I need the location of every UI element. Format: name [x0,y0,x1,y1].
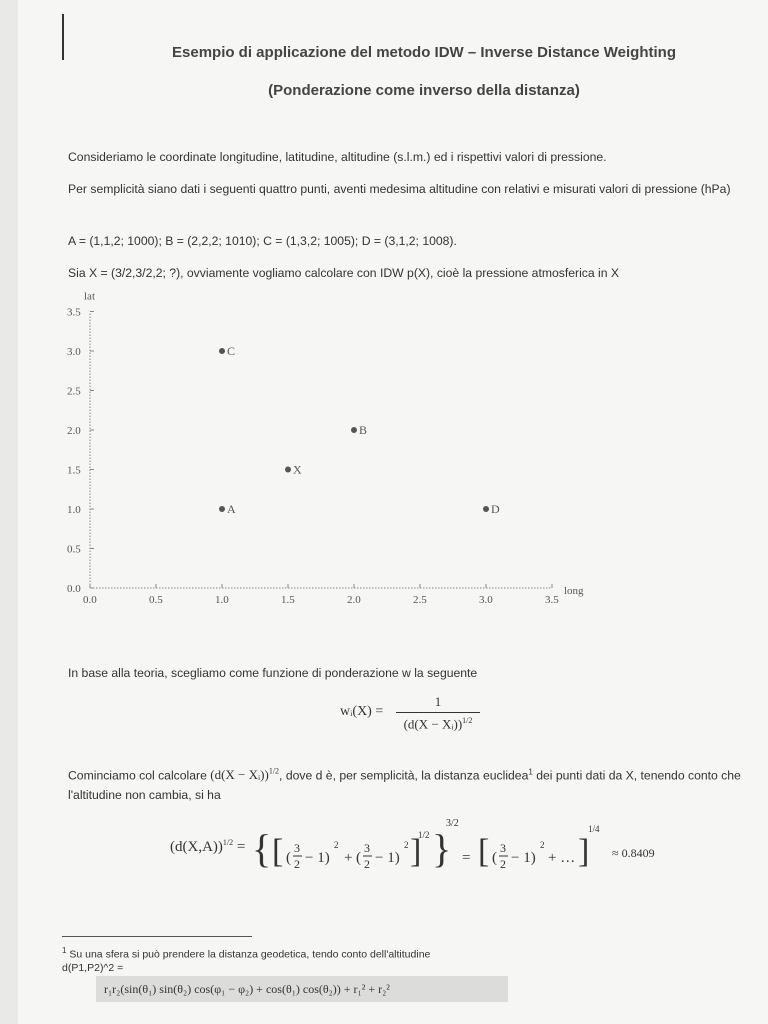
svg-text:[: [ [478,833,490,870]
weight-formula-exponent: 1/2 [462,716,473,725]
data-point-label-x: X [293,462,302,477]
x-tick-label: 0.5 [149,594,163,606]
y-tick-label: 1.5 [67,464,81,477]
svg-text:2: 2 [500,857,506,871]
intro-paragraph-3: Sia X = (3/2,3/2,2; ?), ovviamente vogliamo calcolare con IDW p(X), cioè la pressione atmosferica in X [68,266,620,280]
chart-plot-area [67,291,584,607]
points-definition: A = (1,1,2; 1000); B = (2,2,2; 1010); C = (1,3,2; 1005); D = (3,1,2; 1008). [68,234,457,248]
data-point-x [285,467,291,473]
svg-text:[: [ [272,833,284,870]
footnote-divider [62,936,252,937]
document-subtitle: (Ponderazione come inverso della distanza) [268,82,580,99]
x-tick-label: 2.5 [413,594,427,606]
x-tick-label: 0.0 [83,594,97,606]
inline-formula-text: (d(X − Xᵢ)) [210,767,269,783]
inline-formula [210,767,279,782]
svg-text:2: 2 [540,840,545,850]
svg-text:{: { [252,826,272,871]
data-point-d [483,506,489,512]
footnote-formula-lhs: d(P1,P2)^2 = [62,962,124,974]
svg-text:3: 3 [500,841,506,855]
svg-text:1/2: 1/2 [418,830,430,840]
svg-text:(: ( [286,850,291,866]
footnote-text [62,946,430,961]
document-title: Esempio di applicazione del metodo IDW – Inverse Distance Weighting [172,44,676,61]
y-tick-label: 1.0 [67,504,81,516]
y-tick-label: 3.5 [67,306,81,319]
y-axis-label: lat [84,290,95,303]
weight-formula-lhs [340,704,383,720]
svg-text:2: 2 [364,857,370,871]
svg-text:2: 2 [404,840,409,850]
distance-formula-lhs-text: (d(X,A)) [170,839,223,855]
distance-paragraph-middle: , dove d è, per semplicità, la distanza euclidea [279,768,529,783]
svg-text:}: } [432,826,452,871]
svg-text:+ …: + … [548,850,576,866]
weight-formula-fraction [396,694,480,732]
svg-text:+: + [344,850,353,866]
svg-text:− 1): − 1) [375,850,400,866]
data-point-label-d: D [491,502,500,516]
intro-paragraph-2: Per semplicità siano dati i seguenti quattro punti, aventi medesima altitudine con relativi e misurati valori di pressione (hPa) [68,182,731,196]
weight-formula-numerator: 1 [396,694,480,713]
data-point-b [351,427,357,433]
x-axis-label: long [564,585,584,597]
svg-text:3: 3 [294,841,300,855]
footnote-reference: 1 [528,767,533,777]
svg-text:=: = [462,850,471,866]
svg-text:(: ( [492,850,497,866]
distance-formula-lhs: $(d(X,A))^{1/2}$ = [170,838,246,855]
x-tick-label: 3.0 [479,594,493,606]
data-point-label-b: B [359,423,368,437]
y-tick-label: 2.0 [67,425,81,437]
data-point-c [219,348,225,354]
y-tick-label: 0.0 [67,583,81,595]
svg-text:3: 3 [364,841,370,855]
svg-text:]: ] [410,833,422,870]
svg-text:2: 2 [294,857,300,871]
theory-paragraph: In base alla teoria, scegliamo come funzione di ponderazione w la seguente [68,666,478,680]
scatter-chart [55,285,615,620]
footnote-formula: r₁r₂(sin(θ₁) sin(θ₂) cos(φ₁ − φ₂) + cos(θ₁) cos(θ₂)) + r₁² + r₂² [104,982,390,996]
x-tick-label: 1.0 [215,594,229,606]
x-tick-label: 2.0 [347,594,361,606]
distance-formula-tail [548,812,618,884]
distance-formula-exponent: 1/2 [222,838,234,847]
distance-paragraph [68,762,763,805]
svg-text:− 1): − 1) [305,850,330,866]
data-point-label-c: C [227,344,236,358]
footnote-mark: 1 [62,946,67,955]
svg-text:3/2: 3/2 [446,818,459,829]
svg-text:]: ] [578,833,590,870]
svg-text:2: 2 [334,840,339,850]
distance-paragraph-end: dei punti dati da X, tenendo conto che l'altitudine non cambia, si ha [68,768,741,803]
svg-text:1/4: 1/4 [588,824,600,834]
y-tick-label: 0.5 [67,543,81,556]
intro-paragraph-1: Consideriamo le coordinate longitudine, latitudine, altitudine (s.l.m.) ed i rispettivi valori di pressione. [68,150,607,164]
weight-formula-lhs-text: wᵢ(X) = [340,704,384,719]
x-tick-label: 3.5 [545,594,559,606]
distance-paragraph-start: Cominciamo col calcolare [68,768,207,783]
x-tick-label: 1.5 [281,594,295,606]
weight-formula-denominator-text: (d(X − Xᵢ)) [403,716,463,732]
distance-result: ≈ 0.8409 [612,846,655,860]
footnote-text-content: Su una sfera si può prendere la distanza geodetica, tendo conto dell'altitudine [66,948,431,961]
y-tick-label: 3.0 [67,346,81,358]
data-point-label-a: A [227,502,236,516]
distance-formula-expansion [252,812,582,884]
svg-text:(: ( [356,850,361,866]
weight-formula-denominator [396,713,480,732]
svg-text:− 1): − 1) [511,850,536,866]
y-tick-label: 2.5 [67,385,81,398]
data-point-a [219,506,225,512]
inline-formula-exponent: 1/2 [268,767,280,776]
